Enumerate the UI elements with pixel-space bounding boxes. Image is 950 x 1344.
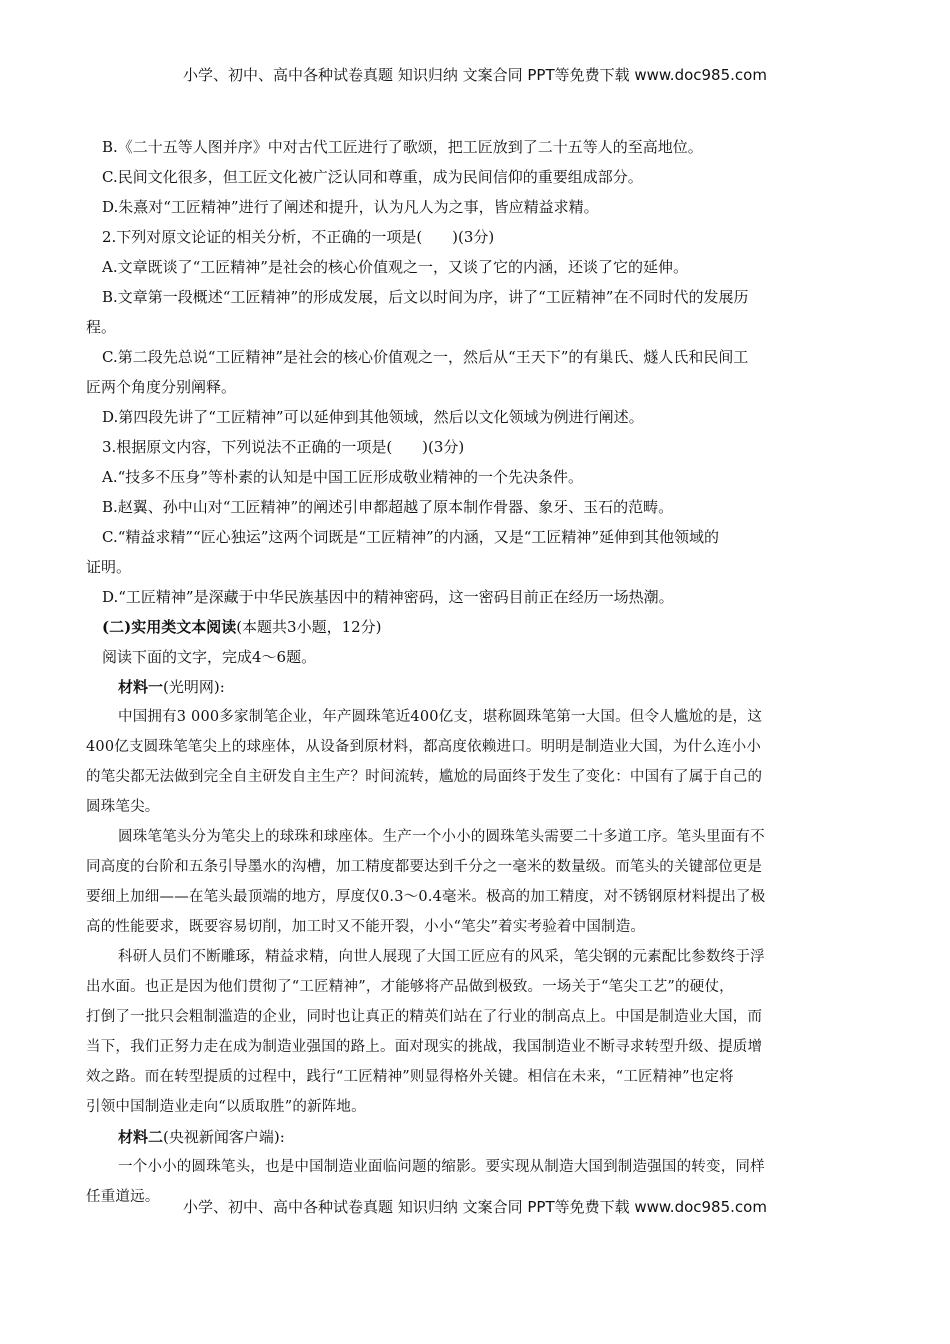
material2-para1-line: 一个小小的圆珠笔头，也是中国制造业面临问题的缩影。要实现从制造大国到制造强国的转变，同样 [118,1159,765,1175]
material1-para3-line: 效之路。而在转型提质的过程中，践行“工匠精神”则显得格外关键。相信在未来，“工匠精神”也定将 [86,1069,734,1085]
material1-para2-line: 高的性能要求，既要容易切削，加工时又不能开裂，小小“笔尖”着实考验着中国制造。 [86,919,646,935]
q2-option-d: D.第四段先讲了“工匠精神”可以延伸到其他领域，然后以文化领域为例进行阐述。 [102,408,644,426]
q2-option-b-line2: 程。 [86,318,117,336]
material1-para3-line: 引领中国制造业走向“以质取胜”的新阵地。 [86,1099,366,1115]
q2-option-a: A.文章既谈了“工匠精神”是社会的核心价值观之一，又谈了它的内涵，还谈了它的延伸。 [102,258,688,276]
footer-banner: 小学、初中、高中各种试卷真题 知识归纳 文案合同 PPT等免费下载 www.doc985.com [183,1198,767,1216]
section2-heading [86,612,858,642]
q3-option-a: A.“技多不压身”等朴素的认知是中国工匠形成敬业精神的一个先决条件。 [102,468,583,486]
section2-note: (本题共3小题，12分) [236,618,382,636]
material1-para2-line: 要细上加细——在笔头最顶端的地方，厚度仅0.3～0.4毫米。极高的加工精度，对不锈钢原材料提出了极 [86,889,766,905]
material1-para1-line: 圆珠笔尖。 [86,799,160,815]
material1-para3-line: 科研人员们不断雕琢，精益求精，向世人展现了大国工匠应有的风采，笔尖钢的元素配比参数终于浮 [118,949,765,965]
material1-para2-line: 同高度的台阶和五条引导墨水的沟槽，加工精度都要达到千分之一毫米的数量级。而笔头的关键部位更是 [86,859,763,875]
q3-option-c-line1: C.“精益求精”“匠心独运”这两个词既是“工匠精神”的内涵，又是“工匠精神”延伸到其他领域的 [102,528,720,546]
section2-title: (二)实用类文本阅读 [102,618,237,636]
material1-heading [86,672,858,702]
material1-title: 材料一 [118,678,164,696]
q2-option-c-line1: C.第二段先总说“工匠精神”是社会的核心价值观之一，然后从“王天下”的有巢氏、燧人氏和民间工 [102,348,749,366]
section2-instruction: 阅读下面的文字，完成4～6题。 [102,648,317,666]
q2-stem: 2.下列对原文论证的相关分析，不正确的一项是( )(3分) [102,228,495,246]
material1-para1-line: 400亿支圆珠笔笔尖上的球座体，从设备到原材料，都高度依赖进口。明明是制造业大国，为什么连小小 [86,739,762,755]
material2-para1-line: 任重道远。 [86,1189,160,1205]
q1-option-c: C.民间文化很多，但工匠文化被广泛认同和尊重，成为民间信仰的重要组成部分。 [102,168,643,186]
material1-para3-line: 打倒了一批只会粗制滥造的企业，同时也让真正的精英们站在了行业的制高点上。中国是制造业大国，而 [86,1009,763,1025]
q3-option-c-line2: 证明。 [86,558,132,576]
material1-para1-line: 的笔尖都无法做到完全自主研发自主生产？时间流转，尴尬的局面终于发生了变化：中国有了属于自己的 [86,769,763,785]
q2-option-c-line2: 匠两个角度分别阐释。 [86,378,237,396]
q1-option-d: D.朱熹对“工匠精神”进行了阐述和提升，认为凡人为之事，皆应精益求精。 [102,198,599,216]
material2-source: (央视新闻客户端): [163,1128,285,1146]
material1-para1-line: 中国拥有3 000多家制笔企业，年产圆珠笔近400亿支，堪称圆珠笔第一大国。但令人尴尬的是，这 [118,709,763,725]
material2-heading [86,1122,858,1152]
document-body [86,132,858,1212]
material2-title: 材料二 [118,1128,164,1146]
material1-para2-line: 圆珠笔笔头分为笔尖上的球珠和球座体。生产一个小小的圆珠笔头需要二十多道工序。笔头里面有不 [118,829,765,845]
q3-option-d: D.“工匠精神”是深藏于中华民族基因中的精神密码，这一密码目前正在经历一场热潮。 [102,588,674,606]
material1-source: (光明网): [163,678,225,696]
material1-para3-line: 出水面。也正是因为他们贯彻了“工匠精神”，才能够将产品做到极致。一场关于“笔尖工艺”的硬仗， [86,979,734,995]
header-banner: 小学、初中、高中各种试卷真题 知识归纳 文案合同 PPT等免费下载 www.doc985.com [183,66,767,84]
q1-option-b: B.《二十五等人图并序》中对古代工匠进行了歌颂，把工匠放到了二十五等人的至高地位。 [102,138,703,156]
q3-option-b: B.赵翼、孙中山对“工匠精神”的阐述引申都超越了原本制作骨器、象牙、玉石的范畴。 [102,498,674,516]
q3-stem: 3.根据原文内容，下列说法不正确的一项是( )(3分) [102,438,465,456]
q2-option-b-line1: B.文章第一段概述“工匠精神”的形成发展，后文以时间为序，讲了“工匠精神”在不同时代的发展历 [102,288,749,306]
material1-para3-line: 当下，我们正努力走在成为制造业强国的路上。面对现实的挑战，我国制造业不断寻求转型升级、提质增 [86,1039,763,1055]
